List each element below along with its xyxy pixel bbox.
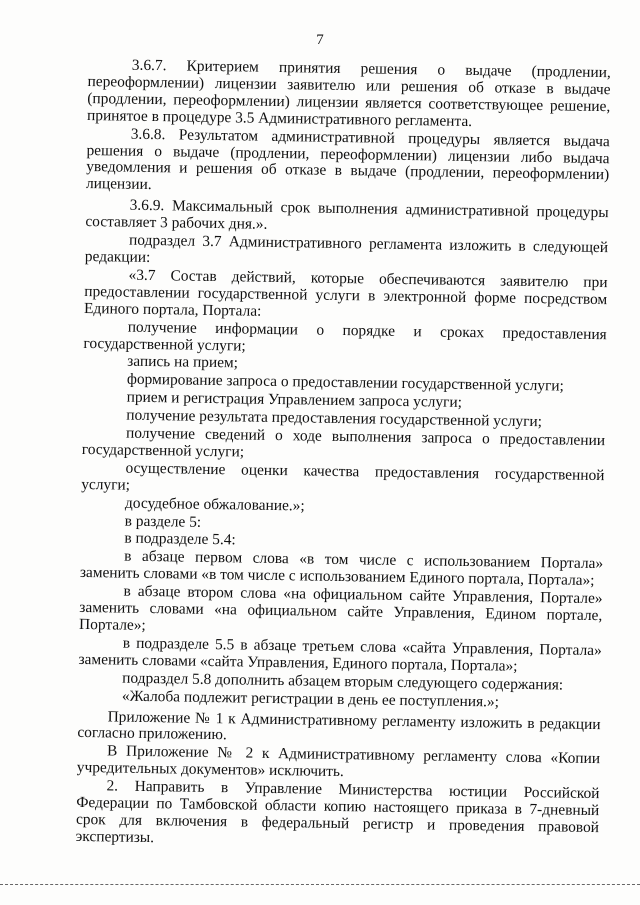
- paragraph-p11: получение сведений о ходе выполнения запроса о предоставлении государственной услуги;: [81, 424, 606, 461]
- paragraph-p3: 3.6.9. Максимальный срок выполнения административной процедуры составляет 3 рабочих дня.».: [85, 196, 609, 233]
- paragraph-p6: получение информации о порядке и сроках предоставления государственной услуги;: [83, 318, 607, 355]
- page-number: 7: [316, 32, 324, 48]
- paragraph-p21: Приложение № 1 к Административному регламенту изложить в редакции согласно приложению.: [77, 707, 601, 744]
- paragraph-p19: подраздел 5.8 дополнить абзацем вторым следующего содержания:: [122, 669, 564, 694]
- paragraph-p5: «3.7 Состав действий, которые обеспечиваются заявителю при предоставлении государственной услуги в электронной форме посредством Единого портала, Портала:: [83, 266, 608, 320]
- paragraph-p7: запись на прием;: [127, 353, 239, 372]
- paragraph-p16: в абзаце первом слова «в том числе с использованием Портала» заменить словами «в том числе с использованием Единого портала, Портала»;: [79, 548, 604, 590]
- paragraph-p14: в разделе 5:: [124, 512, 202, 531]
- paragraph-p9: прием и регистрация Управлением запроса услуги;: [126, 388, 463, 412]
- paragraph-p15: в подразделе 5.4:: [124, 530, 236, 549]
- paragraph-p1: 3.6.7. Критерием принятия решения о выдаче (продлении, переоформлении) лицензии заявителю или решения об отказе в выдаче (продлении, переоформлении) лицензии является соответствующее решение, принятое в процедуре 3.5 Административного регламента.: [86, 56, 611, 130]
- paragraph-p8: формирование запроса о предоставлении государственной услуги;: [126, 370, 564, 395]
- paragraph-p4: подраздел 3.7 Административного регламента изложить в следующей редакции:: [84, 231, 609, 266]
- paragraph-p13: досудебное обжалование.»;: [124, 494, 305, 515]
- paragraph-p23: 2. Направить в Управление Министерства юстиции Российской Федерации по Тамбовской области копию настоящего приказа в 7-дневный срок для включения в федеральный регистр и проведения правовой экспертизы.: [75, 777, 600, 847]
- paragraph-p2: 3.6.8. Результатом административной процедуры является выдача решения о выдаче (продлении, переоформлении) лицензии либо выдача уведомления и решения об отказе в выдаче (продлении, переоформлении) лицензии.: [85, 125, 610, 194]
- document-body: [76, 57, 611, 855]
- paragraph-p10: получение результата предоставления государственной услуги;: [126, 406, 543, 431]
- footer-dashed-line: [0, 884, 640, 885]
- paragraph-p20: «Жалоба подлежит регистрации в день ее поступления.»;: [121, 687, 500, 711]
- paragraph-p22: В Приложение № 2 к Административному регламенту слова «Копии учредительных документов» исключить.: [76, 742, 601, 781]
- paragraph-p12: осуществление оценки качества предоставления государственной услуги;: [81, 459, 605, 494]
- paragraph-p18: в подразделе 5.5 в абзаце третьем слова «сайта Управления, Портала» заменить словами «сайта Управления, Единого портала, Портала»;: [78, 634, 602, 675]
- paragraph-p17: в абзаце втором слова «на официальном сайте Управления, Портале» заменить словами «на официальном сайте Управления, Едином портале, Портале»;: [78, 582, 603, 634]
